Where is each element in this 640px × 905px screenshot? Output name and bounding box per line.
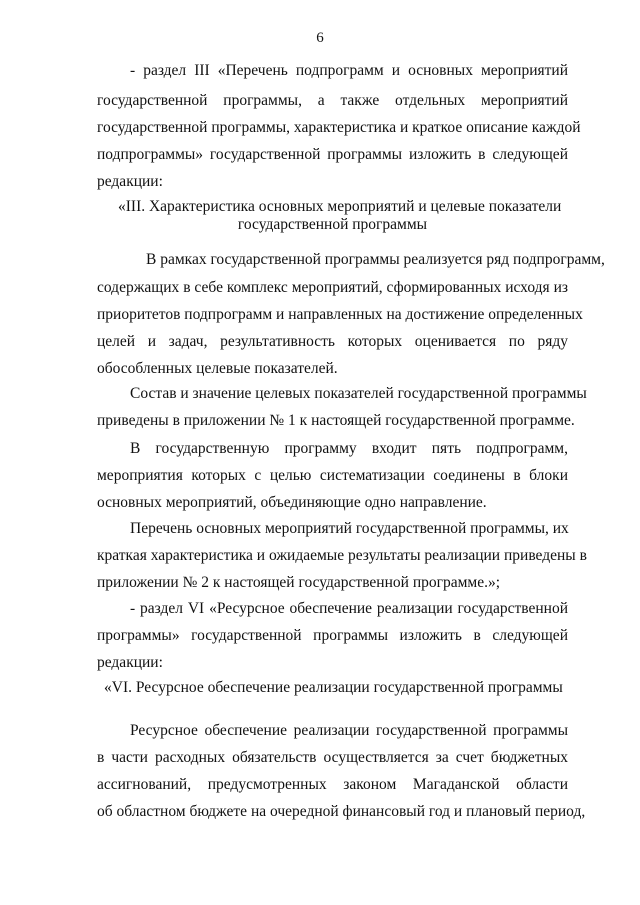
text-line: государственной программы, характеристика и краткое описание каждой bbox=[97, 119, 581, 136]
text-line: редакции: bbox=[97, 654, 163, 671]
text-line: В государственную программу входит пять подпрограмм, bbox=[130, 440, 568, 457]
text-line: Ресурсное обеспечение реализации государственной программы bbox=[130, 722, 568, 739]
text-line: государственной программы, а также отдельных мероприятий bbox=[97, 92, 568, 109]
text-line: приведены в приложении № 1 к настоящей государственной программе. bbox=[97, 412, 575, 429]
text-line: мероприятия которых с целью систематизации соединены в блоки bbox=[97, 467, 568, 484]
text-line: - раздел VI «Ресурсное обеспечение реализации государственной bbox=[130, 600, 568, 617]
text-line: краткая характеристика и ожидаемые результаты реализации приведены в bbox=[97, 547, 587, 564]
text-line: ассигнований, предусмотренных законом Магаданской области bbox=[97, 776, 568, 793]
text-line: целей и задач, результативность которых оценивается по ряду bbox=[97, 333, 568, 350]
text-line: Состав и значение целевых показателей государственной программы bbox=[130, 385, 587, 402]
text-line: редакции: bbox=[97, 173, 163, 190]
heading-line: государственной программы bbox=[237, 216, 428, 233]
page-number: 6 bbox=[316, 30, 324, 46]
text-line: об областном бюджете на очередной финансовый год и плановый период, bbox=[97, 803, 586, 820]
text-line: обособленных целевые показателей. bbox=[97, 360, 338, 377]
text-line: - раздел III «Перечень подпрограмм и основных мероприятий bbox=[130, 62, 568, 79]
text-line: приложении № 2 к настоящей государственной программе.»; bbox=[97, 574, 501, 591]
text-line: В рамках государственной программы реализуется ряд подпрограмм, bbox=[146, 251, 605, 268]
text-line: приоритетов подпрограмм и направленных на достижение определенных bbox=[97, 306, 583, 323]
text-line: Перечень основных мероприятий государственной программы, их bbox=[130, 520, 569, 537]
text-line: подпрограммы» государственной программы изложить в следующей bbox=[97, 146, 568, 163]
text-line: программы» государственной программы изложить в следующей bbox=[97, 627, 568, 644]
heading-line: «III. Характеристика основных мероприятий и целевые показатели bbox=[118, 198, 562, 215]
text-line: в части расходных обязательств осуществляется за счет бюджетных bbox=[97, 749, 568, 766]
heading-section-vi: «VI. Ресурсное обеспечение реализации государственной программы bbox=[104, 679, 563, 696]
text-line: основных мероприятий, объединяющие одно направление. bbox=[97, 494, 487, 511]
text-line: содержащих в себе комплекс мероприятий, сформированных исходя из bbox=[97, 279, 568, 296]
